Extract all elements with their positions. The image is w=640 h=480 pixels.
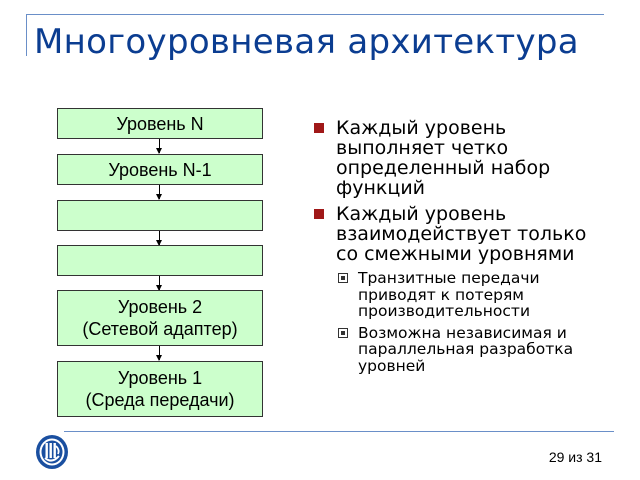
arrow-connector xyxy=(159,276,160,290)
level-box-2 xyxy=(57,290,263,346)
square-bullet-icon xyxy=(314,123,324,133)
level-label: Уровень 2 xyxy=(117,297,203,317)
checkbox-bullet-icon xyxy=(338,328,348,338)
arrow-connector xyxy=(159,231,160,245)
bullet-text: Каждый уровень выполняет четко определенный набор функций xyxy=(336,117,551,199)
header-rule xyxy=(26,14,604,15)
sub-bullet-item xyxy=(338,325,614,375)
header-vertical-rule xyxy=(26,14,27,56)
bullet-item xyxy=(314,204,614,264)
bullet-item xyxy=(314,118,614,198)
slide-title: Многоуровневая архитектура xyxy=(34,22,579,62)
level-box-empty-1 xyxy=(57,200,263,231)
bullet-list xyxy=(314,118,614,379)
level-box-empty-2 xyxy=(57,245,263,276)
level-label: Уровень N xyxy=(116,113,204,134)
bullet-text: Каждый уровень взаимодействует только со смежными уровнями xyxy=(336,203,587,265)
university-logo-icon xyxy=(34,434,70,470)
level-sublabel: (Сетевой адаптер) xyxy=(82,319,238,339)
level-label: Уровень 1 xyxy=(117,368,203,388)
checkbox-bullet-icon xyxy=(338,273,348,283)
level-sublabel: (Среда передачи) xyxy=(85,390,235,410)
level-box-n xyxy=(57,108,263,139)
arrow-connector xyxy=(159,346,160,360)
arrow-connector xyxy=(159,139,160,153)
level-box-1 xyxy=(57,361,263,417)
footer-rule xyxy=(64,431,614,432)
page-number: 29 из 31 xyxy=(548,449,602,465)
arrow-connector xyxy=(159,185,160,199)
level-label: Уровень N-1 xyxy=(108,159,212,180)
sub-bullet-text: Транзитные передачи приводят к потерям производительности xyxy=(358,269,540,320)
sub-bullet-item xyxy=(338,270,614,320)
sub-bullet-text: Возможна независимая и параллельная разработка уровней xyxy=(358,323,574,375)
level-box-n-1 xyxy=(57,154,263,185)
square-bullet-icon xyxy=(314,209,324,219)
